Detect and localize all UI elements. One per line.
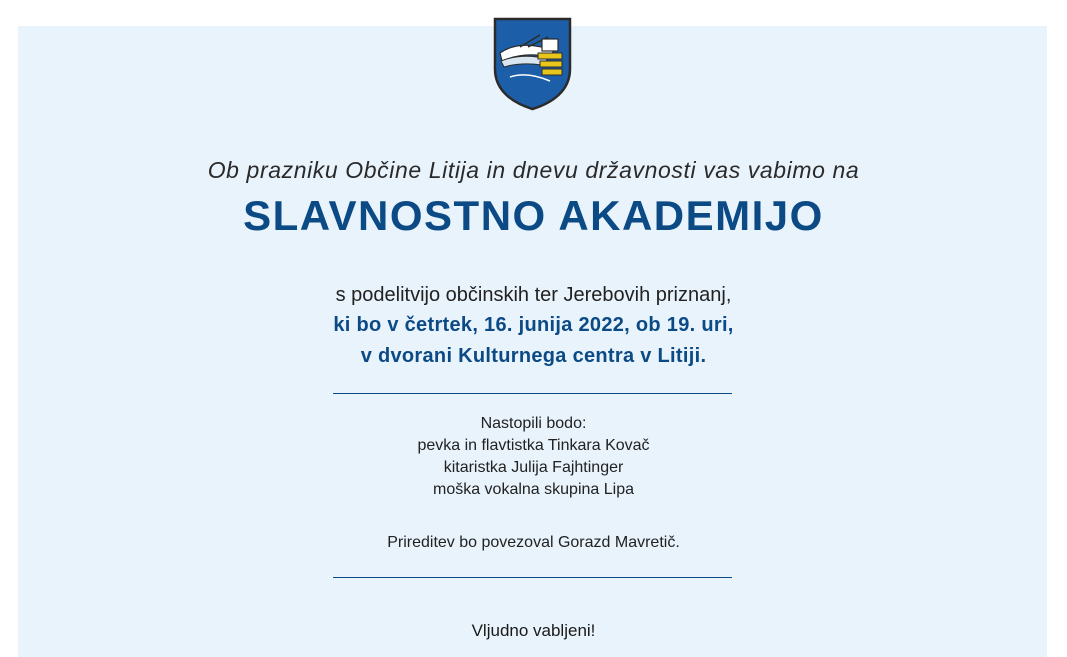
performer-item: kitaristka Julija Fajhtinger bbox=[443, 459, 624, 476]
event-date: ki bo v četrtek, 16. junija 2022, ob 19. uri, bbox=[333, 314, 734, 336]
performer-item: pevka in flavtistka Tinkara Kovač bbox=[417, 437, 650, 454]
invitation-card bbox=[18, 26, 1047, 657]
divider bbox=[333, 577, 732, 578]
host-text: Prireditev bo povezoval Gorazd Mavretič. bbox=[387, 534, 680, 551]
award-text: s podelitvijo občinskih ter Jerebovih priznanj, bbox=[335, 284, 732, 306]
litija-coat-of-arms-icon bbox=[492, 17, 573, 111]
event-title: SLAVNOSTNO AKADEMIJO bbox=[243, 192, 824, 239]
divider bbox=[333, 393, 732, 394]
performer-item: moška vokalna skupina Lipa bbox=[432, 481, 634, 498]
event-venue: v dvorani Kulturnega centra v Litiji. bbox=[360, 345, 707, 367]
performers-heading: Nastopili bodo: bbox=[480, 415, 587, 432]
intro-text: Ob prazniku Občine Litija in dnevu državnosti vas vabimo na bbox=[207, 157, 860, 183]
closing-text: Vljudno vabljeni! bbox=[471, 621, 596, 640]
